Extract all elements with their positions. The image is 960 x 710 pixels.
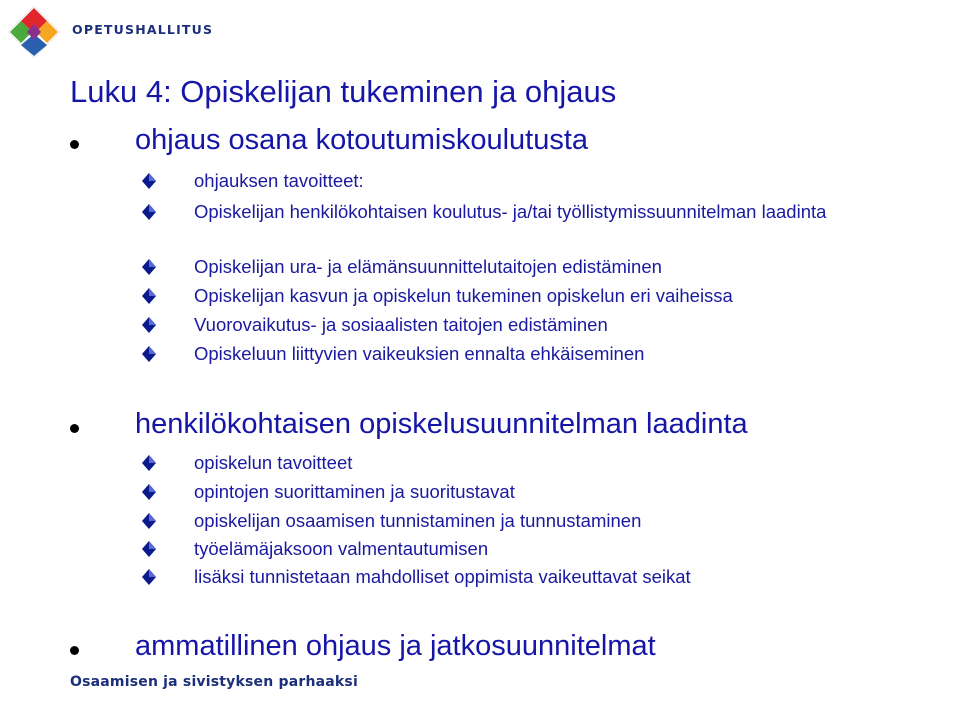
list-item-text: Opiskeluun liittyvien vaikeuksien ennalta ehkäiseminen [194,343,645,364]
list-item-text: opiskelun tavoitteet [194,452,353,473]
diamond-bullet-icon [140,345,158,363]
list-item-text: Opiskelijan ura- ja elämänsuunnittelutaitojen edistäminen [194,256,662,277]
diamond-bullet-icon [140,316,158,334]
list-item-text: Vuorovaikutus- ja sosiaalisten taitojen edistäminen [194,314,608,335]
diamond-bullet-icon [140,483,158,501]
footer-slogan: Osaamisen ja sivistyksen parhaaksi [70,674,358,690]
opetushallitus-logo-icon [6,4,62,60]
list-item-text: Opiskelijan kasvun ja opiskelun tukeminen opiskelun eri vaiheissa [194,285,733,306]
diamond-bullet-icon [140,512,158,530]
list-item-text: lisäksi tunnistetaan mahdolliset oppimista vaikeuttavat seikat [194,566,691,587]
bullet-dot-icon [70,424,79,433]
diamond-bullet-icon [140,287,158,305]
diamond-bullet-icon [140,568,158,586]
diamond-bullet-icon [140,454,158,472]
list-item-text: Opiskelijan henkilökohtaisen koulutus- ja/tai työllistymissuunnitelman laadinta [194,201,827,222]
bullet-dot-icon [70,646,79,655]
section-heading-text: ammatillinen ohjaus ja jatkosuunnitelmat [135,630,656,662]
section-heading-text: ohjaus osana kotoutumiskoulutusta [135,124,589,156]
diamond-bullet-icon [140,203,158,221]
section-heading-text: henkilökohtaisen opiskelusuunnitelman laadinta [135,408,748,440]
diamond-bullet-icon [140,540,158,558]
org-name: OPETUSHALLITUS [72,22,214,37]
list-item-text: ohjauksen tavoitteet: [194,170,364,191]
diamond-bullet-icon [140,172,158,190]
list-item-text: opiskelijan osaamisen tunnistaminen ja tunnustaminen [194,510,642,531]
bullet-dot-icon [70,140,79,149]
diamond-bullet-icon [140,258,158,276]
slide-title: Luku 4: Opiskelijan tukeminen ja ohjaus [70,74,617,109]
list-item-text: työelämäjaksoon valmentautumisen [194,538,489,559]
list-item-text: opintojen suorittaminen ja suoritustavat [194,481,515,502]
